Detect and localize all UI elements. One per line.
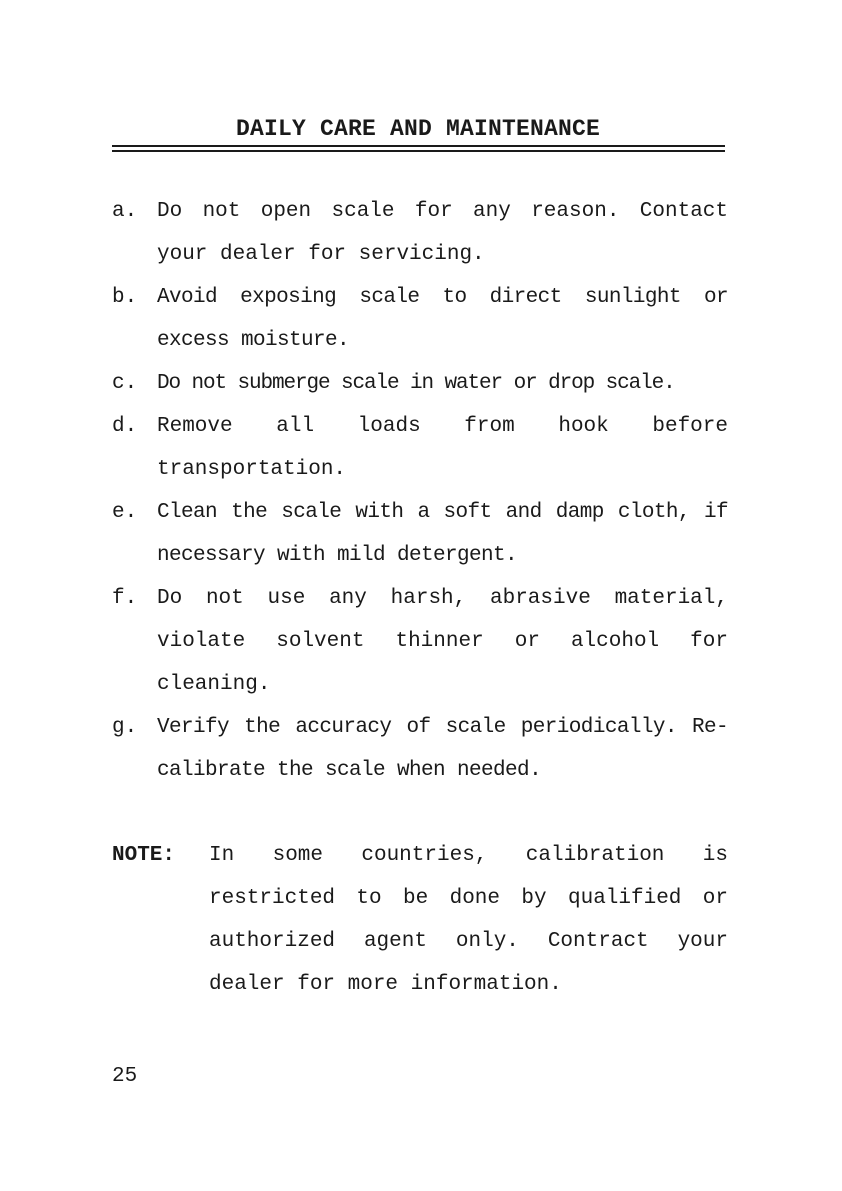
list-item-text: Avoid exposing scale to direct sunlight or excess moisture. [157,286,728,352]
list-item [112,491,728,577]
page-number: 25 [112,1065,138,1088]
list-item-text: Verify the accuracy of scale periodically. Re-calibrate the scale when needed. [157,716,728,782]
list-item [112,706,728,792]
list-item [112,577,728,706]
list-item-marker: e. [112,501,138,524]
list-item-marker: c. [112,372,138,395]
list-item-text: Clean the scale with a soft and damp cloth, if necessary with mild detergent. [157,501,728,567]
list-item-marker: d. [112,415,138,438]
list-item-text: Do not open scale for any reason. Contact your dealer for servicing. [157,200,728,266]
list-item-text: Do not use any harsh, abrasive material, violate solvent thinner or alcohol for cleaning. [157,587,728,696]
list-item [112,190,728,276]
maintenance-list [112,190,728,792]
list-item [112,405,728,491]
list-item-marker: a. [112,200,138,223]
list-item-marker: b. [112,286,138,309]
list-item [112,362,728,405]
list-item-text: Do not submerge scale in water or drop scale. [157,372,675,395]
list-item-text: Remove all loads from hook before transportation. [157,415,728,481]
list-item-marker: g. [112,716,138,739]
title-double-rule [112,145,725,152]
note-label: NOTE: [112,844,176,867]
page-title: DAILY CARE AND MAINTENANCE [235,116,601,142]
note-text: In some countries, calibration is restricted to be done by qualified or authorized agent only. Contract your dealer for more information. [209,844,728,996]
list-item [112,276,728,362]
note-block [112,834,728,1006]
list-item-marker: f. [112,587,138,610]
